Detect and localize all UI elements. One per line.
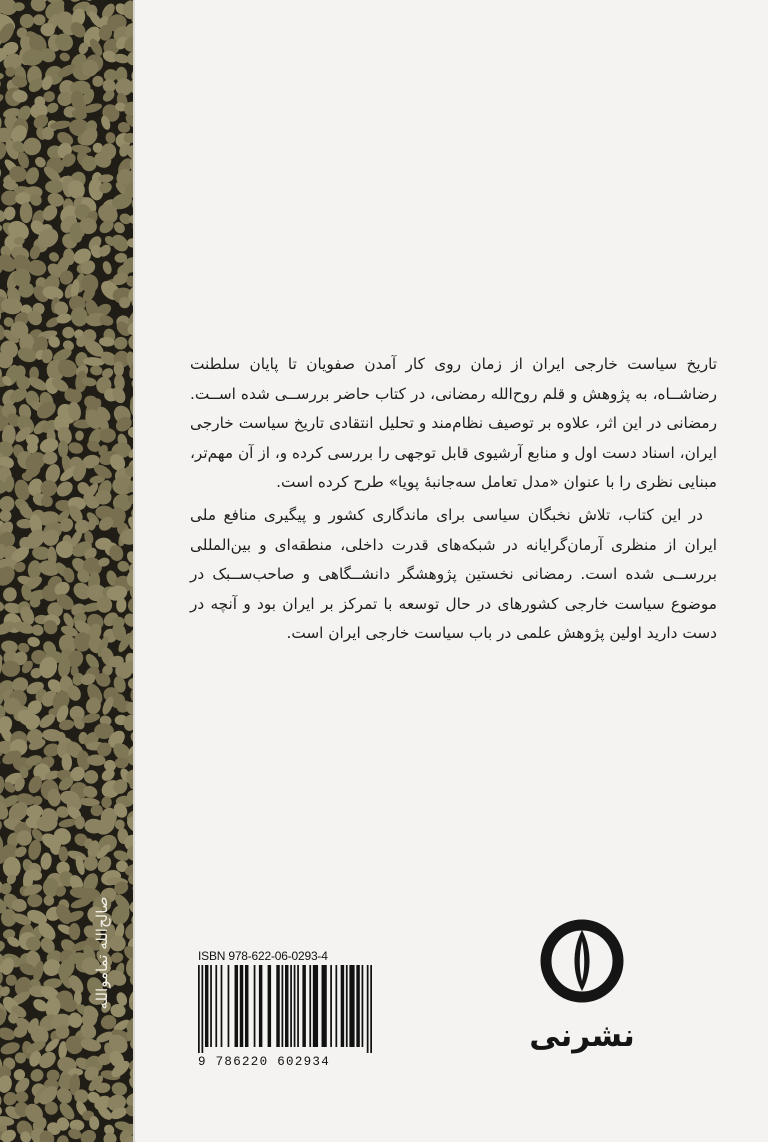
blurb-paragraph-1: تاریخ سیاست خارجی ایران از زمان روی کار آمدن صفویان تا پایان سلطنت رضاشــاه، به پژوهش و قلم روح‌الله رمضانی، در کتاب حاضر بررســی شده اســت. رمضانی در این اثر، علاوه بر توصیف نظام‌مند و تحلیل انتقادی تاریخ سیاست خارجی ایران، اسناد دست اول و منابع آرشیوی قابل توجهی را بررسی کرده و، از آن مهم‌تر، مبنایی نظری را با عنوان «مدل تعامل سه‌جانبهٔ پویا» طرح کرده است. xyxy=(190,355,717,492)
barcode-bar xyxy=(221,965,223,1047)
barcode-bar xyxy=(215,965,217,1047)
barcode-bar xyxy=(330,965,332,1047)
nashr-e-ney-logo-icon xyxy=(537,911,627,1011)
barcode-icon xyxy=(198,965,372,1053)
barcode-bar xyxy=(297,965,299,1047)
barcode-bar xyxy=(205,965,208,1047)
barcode-bar xyxy=(362,965,364,1047)
barcode-bar xyxy=(370,965,372,1053)
barcode-bar xyxy=(198,965,200,1053)
spine-edge-line xyxy=(133,0,135,1142)
blurb-text xyxy=(190,350,717,649)
barcode-bar xyxy=(313,965,318,1047)
barcode-bar xyxy=(322,965,327,1047)
barcode-bar xyxy=(245,965,248,1047)
barcode-bar xyxy=(210,965,212,1047)
barcode-bar xyxy=(228,965,230,1047)
barcode-bar xyxy=(282,965,284,1047)
publisher-name: نشرنی xyxy=(529,1018,635,1054)
barcode-bar xyxy=(309,965,311,1047)
marble-cell xyxy=(15,1091,28,1102)
barcode-bar xyxy=(240,965,243,1047)
barcode-bar xyxy=(356,965,359,1047)
barcode-bar xyxy=(335,965,337,1047)
barcode-number: 9 786220 602934 xyxy=(198,1055,331,1069)
barcode-bar xyxy=(290,965,292,1047)
barcode-bar xyxy=(254,965,256,1047)
barcode-bar xyxy=(201,965,203,1053)
blurb-paragraph-2: در این کتاب، تلاش نخبگان سیاسی برای ماندگاری کشور و پیگیری منافع ملی ایران از منظری آرمان‌گرایانه در شبکه‌های قدرت داخلی، منطقه‌ای و بین‌المللی بررســی شده است. رمضانی نخستین پژوهشگر دانشــگاهی و صاحب‌ســبک در موضوع سیاست خارجی کشورهای در حال توسعه با تمرکز بر ایران بود و آنچه در دست دارید اولین پژوهش علمی در باب سیاست خارجی ایران است. xyxy=(190,505,717,643)
spine-signature-text: صالح‌الله تماموالله xyxy=(93,896,111,1010)
barcode-bar xyxy=(346,965,348,1047)
barcode-bar xyxy=(302,965,305,1047)
barcode-bar xyxy=(268,965,271,1047)
barcode-bar xyxy=(259,965,262,1047)
barcode-bar xyxy=(367,965,369,1053)
barcode-bar xyxy=(285,965,288,1047)
isbn-barcode-block xyxy=(198,949,374,1073)
barcode-bar xyxy=(235,965,238,1047)
barcode-bar xyxy=(276,965,279,1047)
barcode-bar xyxy=(294,965,296,1047)
marble-cell xyxy=(58,440,68,457)
barcode-bar xyxy=(349,965,354,1047)
marble-cell xyxy=(2,661,21,677)
spine-signature xyxy=(82,860,122,1060)
barcode-bar xyxy=(341,965,344,1047)
isbn-label: ISBN 978-622-06-0293-4 xyxy=(198,949,328,963)
